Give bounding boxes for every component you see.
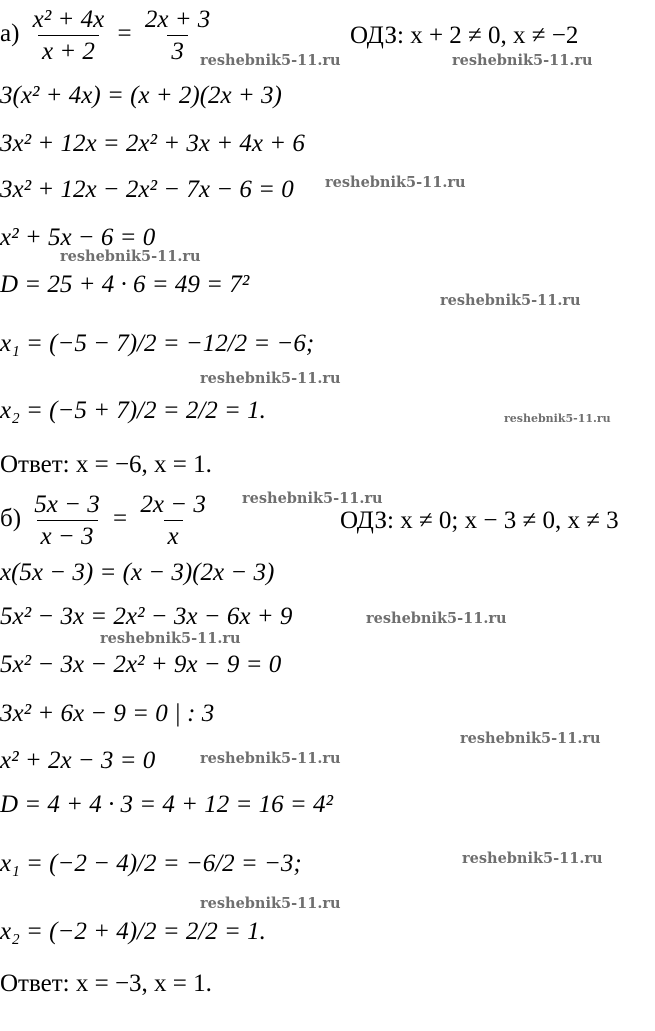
part-a-rhs-denominator: 3	[167, 35, 188, 65]
part-b-label: б)	[0, 505, 22, 533]
part-a-equation: а) $\frac{\text{x² + 4x}}{x + 2}$ = $\frac{2x + 3}{3}$	[0, 6, 217, 65]
watermark: reshebnik5-11.ru	[325, 174, 466, 191]
part-b-step4: 5x² − 3x − 2x² + 9x − 9 = 0	[0, 651, 282, 678]
part-b-root-x1: x₁ = (−2 − 4)/2 = −6/2 = −3;	[0, 850, 302, 877]
watermark: reshebnik5-11.ru	[440, 292, 581, 309]
part-a-discriminant: D = 25 + 4 · 6 = 49 = 7²	[0, 271, 250, 298]
part-a-odz: ОДЗ: x + 2 ≠ 0, x ≠ −2	[350, 22, 579, 49]
part-b-rhs-denominator: x	[164, 520, 183, 550]
part-b-discriminant: D = 4 + 4 · 3 = 4 + 12 = 16 = 4²	[0, 791, 334, 818]
part-b-lhs-fraction	[30, 491, 103, 550]
part-a-lhs-fraction	[29, 6, 109, 65]
part-b-rhs-fraction	[136, 491, 209, 550]
part-a-lhs-numerator: x² + 4x	[32, 6, 105, 33]
watermark: reshebnik5-11.ru	[200, 750, 341, 767]
part-b-step3: 5x² − 3x = 2x² − 3x − 6x + 9	[0, 603, 293, 630]
part-a-label: а)	[0, 20, 20, 48]
part-b-odz: ОДЗ: x ≠ 0; x − 3 ≠ 0, x ≠ 3	[340, 507, 619, 534]
part-b-step6: x² + 2x − 3 = 0	[0, 747, 156, 774]
watermark: reshebnik5-11.ru	[200, 52, 341, 69]
watermark: reshebnik5-11.ru	[200, 370, 341, 387]
part-b-answer: Ответ: x = −3, x = 1.	[0, 970, 212, 997]
watermark: reshebnik5-11.ru	[366, 610, 507, 627]
part-a-answer: Ответ: x = −6, x = 1.	[0, 451, 212, 478]
part-b-equation: б) $\frac{5x - 3}{x - 3}$ = $\frac{2x - 3}{x}$	[0, 491, 213, 550]
watermark: reshebnik5-11.ru	[200, 895, 341, 912]
part-b-lhs-numerator: 5x − 3	[34, 491, 100, 518]
part-b-step5: 3x² + 6x − 9 = 0 | : 3	[0, 700, 215, 727]
part-a-step4: 3x² + 12x − 2x² − 7x − 6 = 0	[0, 176, 294, 203]
watermark: reshebnik5-11.ru	[60, 248, 201, 265]
part-a-step3: 3x² + 12x = 2x² + 3x + 4x + 6	[0, 130, 305, 157]
part-a-step2: 3(x² + 4x) = (x + 2)(2x + 3)	[0, 82, 282, 109]
part-b-root-x2: x₂ = (−2 + 4)/2 = 2/2 = 1.	[0, 918, 266, 945]
watermark: reshebnik5-11.ru	[452, 52, 593, 69]
watermark: reshebnik5-11.ru	[242, 490, 383, 507]
watermark: reshebnik5-11.ru	[100, 630, 241, 647]
part-a-root-x1: x₁ = (−5 − 7)/2 = −12/2 = −6;	[0, 330, 315, 357]
watermark: reshebnik5-11.ru	[462, 850, 603, 867]
part-b-step2: x(5x − 3) = (x − 3)(2x − 3)	[0, 559, 275, 586]
watermark: reshebnik5-11.ru	[504, 412, 611, 425]
part-a-step5: x² + 5x − 6 = 0	[0, 224, 156, 251]
part-b-lhs-denominator: x − 3	[37, 520, 98, 550]
part-b-rhs-numerator: 2x − 3	[140, 491, 206, 518]
part-a-root-x2: x₂ = (−5 + 7)/2 = 2/2 = 1.	[0, 397, 266, 424]
watermark: reshebnik5-11.ru	[460, 730, 601, 747]
part-a-rhs-numerator: 2x + 3	[144, 6, 211, 33]
part-a-lhs-denominator: x + 2	[38, 35, 99, 65]
